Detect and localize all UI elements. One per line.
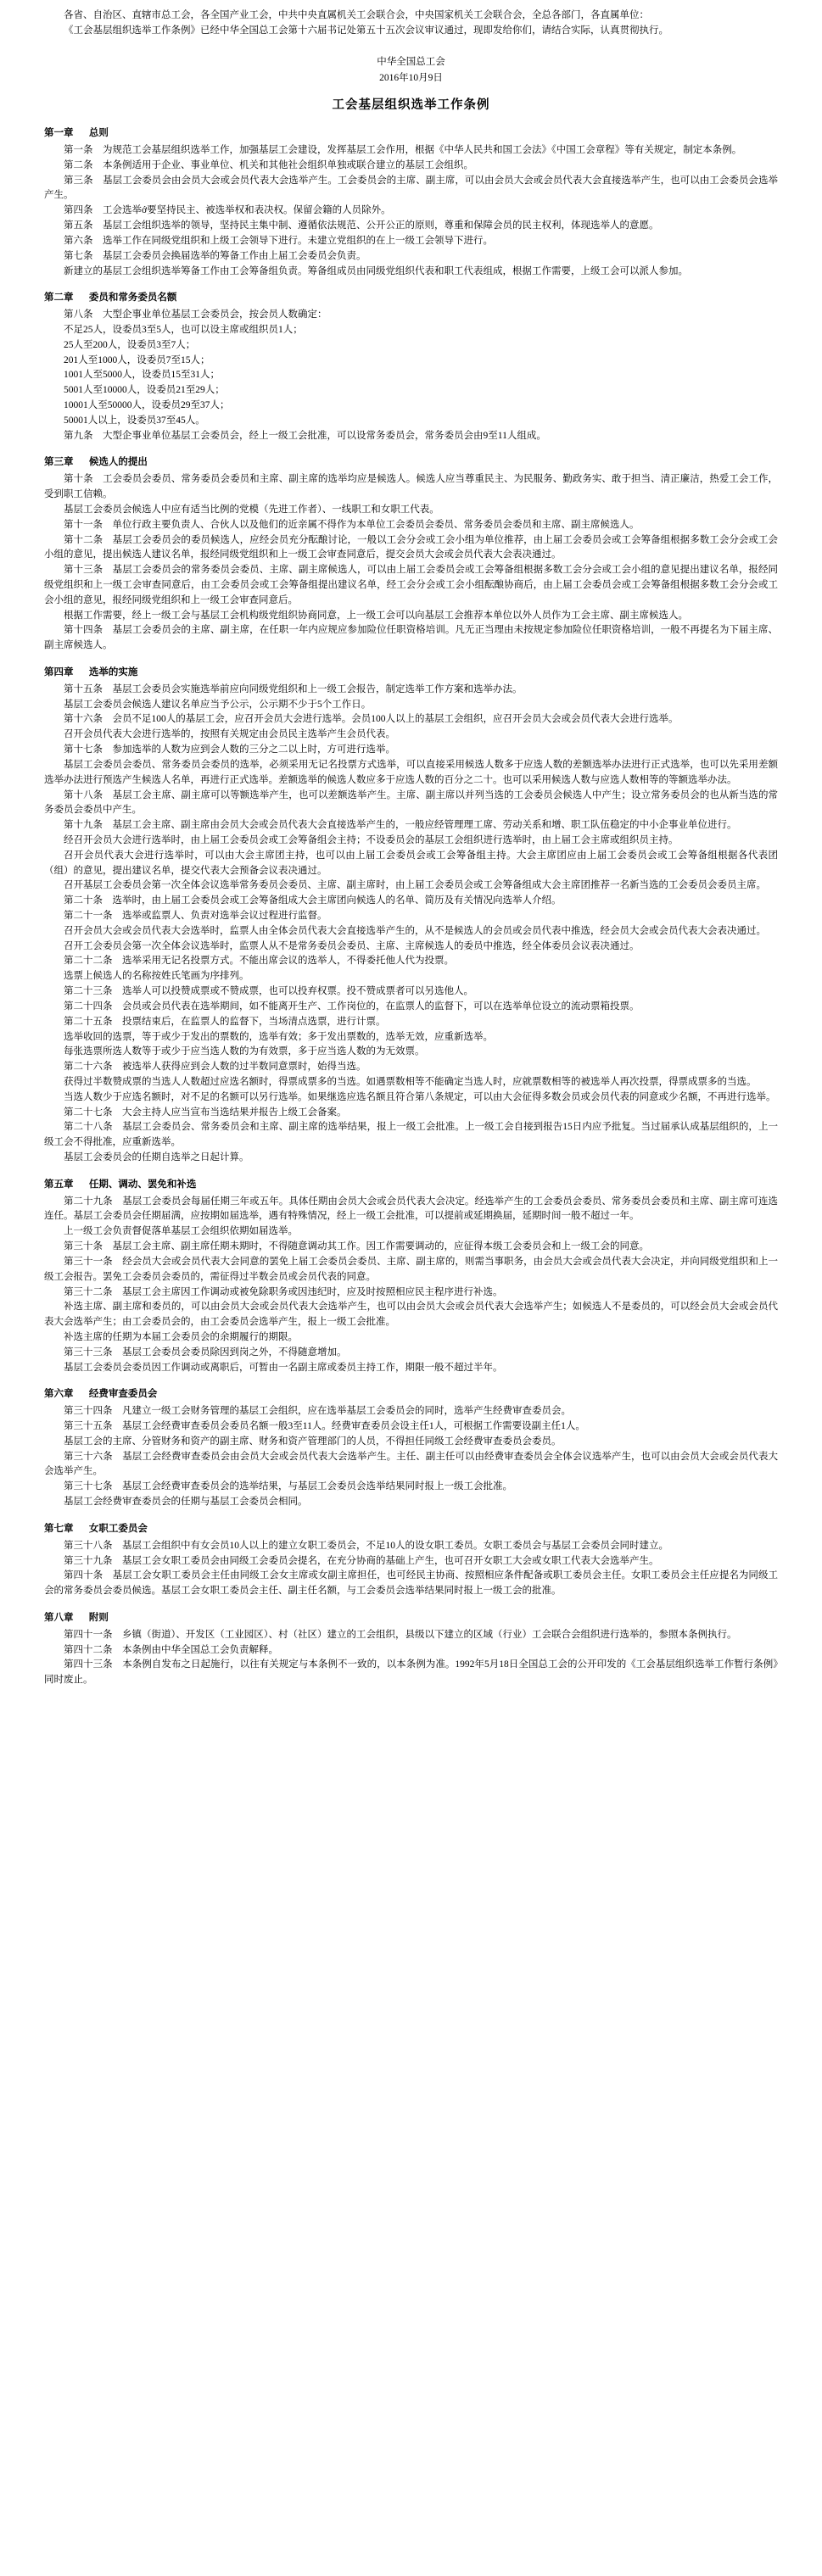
paragraph: 基层工会委员会候选人中应有适当比例的党模（先进工作者）、一线职工和女职工代表。 xyxy=(64,504,439,515)
chapter-name: 选举的实施 xyxy=(88,667,138,677)
chapter-number: 第六章 xyxy=(44,1389,74,1400)
article-paragraph: 第四条 工会选举ớ要坚持民主、被选举权和表决权。保留会籍的人员除外。 xyxy=(64,205,391,216)
article-paragraph: 第十九条 基层工会主席、副主席由会员大会或会员代表大会直接选举产生的，一般应经管理理工席、劳动关系和增、职工队伍稳定的中小企事业单位进行。 xyxy=(64,820,737,831)
article-paragraph: 第九条 大型企事业单位基层工会委员会，经上一级工会批准，可以设常务委员会，常务委员会由9至11人组成。 xyxy=(64,430,546,441)
article-paragraph: 第四十二条 本条例由中华全国总工会负责解释。 xyxy=(64,1644,278,1655)
chapter-number: 第二章 xyxy=(44,293,74,304)
page-title: 工会基层组织选举工作条例 xyxy=(332,98,490,112)
article-paragraph: 第二十三条 选举人可以投赞成票或不赞成票，也可以投弃权票。投不赞成票者可以另选他人。 xyxy=(64,986,473,997)
paragraph: 选票上候选人的名称按姓氏笔画为序排列。 xyxy=(64,971,249,982)
chapter-number: 第七章 xyxy=(44,1523,74,1534)
chapter-number: 第一章 xyxy=(44,128,74,139)
paragraph: 基层工会委员会的任期自选举之日起计算。 xyxy=(64,1152,249,1163)
paragraph: 获得过半数赞成票的当选人人数超过应选名额时，得票成票多的当选。如遇票数相等不能确定当选人时，应就票数相等的被选举人再次投票，得票成票多的当选。 xyxy=(64,1076,757,1087)
list-line: 50001人以上，设委员37至45人。 xyxy=(64,415,205,426)
article-paragraph: 第十七条 参加选举的人数为应到会人数的三分之二以上时，方可进行选举。 xyxy=(64,744,395,756)
paragraph: 每张选票所选人数等于或少于应当选人数的为有效票，多于应当选人数的为无效票。 xyxy=(64,1046,425,1057)
article-paragraph: 第三十三条 基层工会委员会委员除因到岗之外，不得随意增加。 xyxy=(64,1347,347,1358)
chapter-heading xyxy=(44,126,778,142)
article-paragraph: 第二十一条 选举或监票人、负责对选举会议过程进行监督。 xyxy=(64,911,327,921)
article-paragraph: 第二十六条 被选举人获得应到会人数的过半数同意票时，始得当选。 xyxy=(64,1062,366,1073)
preamble-block xyxy=(44,8,778,39)
list-line: 5001人至10000人，设委员21至29人； xyxy=(64,385,225,396)
chapter-heading xyxy=(44,1387,778,1402)
article-paragraph: 第十八条 基层工会主席、副主席可以等额选举产生，也可以差额选举产生。主席、副主席以并列当选的工会委员会候选人中产生；设立常务委员会的也从新当选的常务委员会委员中产生。 xyxy=(44,789,778,816)
article-paragraph: 第三十四条 凡建立一级工会财务管理的基层工会组织，应在选举基层工会委员会的同时，选举产生经费审查委员会。 xyxy=(64,1406,571,1417)
chapter-name: 附则 xyxy=(88,1612,109,1623)
paragraph: 补选主席的任期为本届工会委员会的余期履行的期限。 xyxy=(64,1331,298,1342)
issuing-date: 2016年10月9日 xyxy=(379,73,443,84)
article-paragraph: 第三十条 基层工会主席、副主席任期未期时，不得随意调动其工作。因工作需要调动的，应征得本级工会委员会和上一级工会的同意。 xyxy=(64,1241,649,1252)
paragraph: 召开会员代表大会进行选举的，按照有关规定由会员民主选举产生会员代表。 xyxy=(64,729,395,740)
paragraph: 基层工会经费审查委员会的任期与基层工会委员会相同。 xyxy=(64,1497,308,1508)
chapter-heading xyxy=(44,1178,778,1193)
paragraph: 选举收回的选票，等于或少于发出的票数的，选举有效；多于发出票数的，选举无效，应重新选举。 xyxy=(64,1031,493,1042)
paragraph: 基层工会委员会委员、常务委员会委员的选举，必须采用无记名投票方式选举，可以直接采用候选人数多于应选人数的差额选举办法进行正式选举，也可以先采用差额选举办法进行预选产生候选人名单，再进行正式选举。差额选举的候选人数应多于应选人数的百分之二十。也可以采用候选人数与应选人数相等的等额选举办法。 xyxy=(44,759,778,785)
list-line: 10001人至50000人，设委员29至37人； xyxy=(64,400,230,410)
chapter-name: 委员和常务委员名额 xyxy=(88,293,177,304)
list-line: 25人至200人，设委员3至7人； xyxy=(64,339,196,350)
article-paragraph: 第三十七条 基层工会经费审查委员会的选举结果，与基层工会委员会选举结果同时报上一级工会批准。 xyxy=(64,1481,512,1492)
article-paragraph: 第三十五条 基层工会经费审查委员会委员名额一般3至11人。经费审查委员会设主任1人，可根据工作需要设副主任1人。 xyxy=(64,1421,585,1431)
paragraph: 基层工会委员会委员因工作调动或离职后，可暂由一名副主席或委员主持工作，期限一般不超过半年。 xyxy=(64,1362,503,1373)
article-paragraph: 第二十八条 基层工会委员会、常务委员会和主席、副主席的选举结果，报上一级工会批准。上一级工会自接到报告15日内应予批复。当过届承认成基层组织的，上一级工会不得批准，应重新选举。 xyxy=(44,1122,778,1148)
paragraph: 召开工会委员会第一次全体会议选举时，监票人从不是常务委员会委员、主席、主席候选人的委员中推选，经全体委员会议表决通过。 xyxy=(64,940,640,951)
article-paragraph: 第十六条 会员不足100人的基层工会，应召开会员大会进行选举。会员100人以上的基层工会组织，应召开会员大会或会员代表大会进行选举。 xyxy=(64,714,679,725)
chapter-number: 第三章 xyxy=(44,457,74,468)
list-line: 1001人至5000人，设委员15至31人； xyxy=(64,370,220,381)
article-paragraph: 第二十九条 基层工会委员会每届任期三年或五年。具体任期由会员大会或会员代表大会决定。经选举产生的工会委员会委员、常务委员会委员和主席、副主席可连选连任。基层工会委员会任期届满，应按期如届选举，遇有特殊情况，经上一级工会批准，可以提前或延期换届，延期时间一般不超过一年。 xyxy=(44,1196,778,1222)
article-paragraph: 第二十四条 会员或会员代表在选举期间，如不能离开生产、工作岗位的，在监票人的监督下，可以在选举单位设立的流动票箱投票。 xyxy=(64,1001,640,1012)
paragraph: 召开基层工会委员会第一次全体会议选举常务委员会委员、主席、副主席时，由上届工会委员会或工会筹备组成大会主席团推荐一名新当选的工会委员会委员主席。 xyxy=(64,880,766,891)
chapter-name: 女职工委员会 xyxy=(88,1523,148,1534)
article-paragraph: 第十条 工会委员会委员、常务委员会委员和主席、副主席的选举均应是候选人。候选人应当尊重民主、为民服务、勤政务实、敢于担当、清正廉洁，热爱工会工作，受到职工信赖。 xyxy=(44,474,778,500)
chapter-heading xyxy=(44,1522,778,1537)
article-paragraph: 第四十三条 本条例自发布之日起施行，以往有关规定与本条例不一致的，以本条例为准。1992年5月18日全国总工会的公开印发的《工会基层组织选举工作暂行条例》同时废止。 xyxy=(44,1659,778,1686)
paragraph: 基层工会委员会候选人建议名单应当予公示，公示期不少于5个工作日。 xyxy=(64,699,372,710)
preamble-line: 各省、自治区、直辖市总工会，各全国产业工会，中共中央直属机关工会联合会，中央国家机关工会联合会，全总各部门，各直属单位： xyxy=(64,10,649,20)
document-body xyxy=(44,126,778,1688)
article-paragraph: 第五条 基层工会组织选举的领导，坚持民主集中制、遵循依法规范、公开公正的原则，尊重和保障会员的民主权利，体现选举人的意愿。 xyxy=(64,220,659,231)
paragraph: 当选人数少于应选名额时，对不足的名额可以另行选举。如果继选应选名额且符合第八条规定，可以由大会征得多数会员或会员代表的同意或少名额，不再进行选举。 xyxy=(64,1091,776,1102)
preamble-line: 《工会基层组织选举工作条例》已经中华全国总工会第十六届书记处第五十五次会议审议通过，现即发给你们，请结合实际，认真贯彻执行。 xyxy=(64,25,668,36)
chapter-name: 任期、调动、罢免和补选 xyxy=(88,1179,197,1190)
article-paragraph: 第八条 大型企事业单位基层工会委员会，按会员人数确定： xyxy=(64,309,327,321)
chapter-number: 第四章 xyxy=(44,667,74,677)
article-paragraph: 第二十七条 大会主持人应当宣布当选结果并报告上级工会备案。 xyxy=(64,1107,347,1118)
paragraph: 根据工作需要，经上一级工会与基层工会机构级党组织协商同意，上一级工会可以向基层工会推荐本单位以外人员作为工会主席、副主席候选人。 xyxy=(64,610,688,621)
chapter-heading xyxy=(44,1611,778,1626)
article-paragraph: 第二十五条 投票结束后，在监票人的监督下，当场清点选票，进行计票。 xyxy=(64,1016,386,1027)
article-paragraph: 第十二条 基层工会委员会的委员候选人，应经会员充分酝酿讨论，一般以工会分会或工会小组为单位推荐，由上届工会委员会或工会筹备组根据多数工会分会或工会小组的意见，提出候选人建议名单，报经同级党组织和上一级工会审查同意后，提交会员大会或会员代表大会表决通过。 xyxy=(44,534,778,560)
article-paragraph: 第三十六条 基层工会经费审查委员会由会员大会或会员代表大会选举产生。主任、副主任可以由经费审查委员会全体会议选举产生，也可以由会员大会或会员代表大会选举产生。 xyxy=(44,1451,778,1477)
article-paragraph: 第三十一条 经会员大会或会员代表大会同意的罢免上届工会委员会委员、主席、副主席的，则需当事职务，由会员大会或会员代表大会决定，并向同级党组织和上一级工会报告。罢免工会委员会委员的，需征得过半数会员或会员代表的同意。 xyxy=(44,1256,778,1282)
paragraph: 基层工会的主席、分管财务和资产的副主席、财务和资产管理部门的人员，不得担任同级工会经费审查委员会委员。 xyxy=(64,1436,562,1447)
article-paragraph: 第四十条 基层工会女职工委员会主任由同级工会女主席或女副主席担任，也可经民主协商、按照相应条件配备或职工委员会主任。女职工委员会主任应提名为同级工会的常务委员会委员候选。基层工会女职工委员会主任、副主任名额，与工会委员会选举结果同时报上一级工会的批准。 xyxy=(44,1570,778,1597)
article-paragraph: 第六条 选举工作在同级党组织和上级工会领导下进行。未建立党组织的在上一级工会领导下进行。 xyxy=(64,235,493,246)
article-paragraph: 第十三条 基层工会委员会的常务委员会委员、主席、副主席候选人，可以由上届工会委员会或工会筹备组根据多数工会分会或工会小组的意见提出建议名单，报经同级党组织和上一级工会审查同意后，由工会委员会或工会筹备组提出建议名单，经工会分会或工会小组酝酿协商后，由上届工会委员会或工会筹备组根据多数工会分会或工会小组的意见，报经同级党组织和上一级工会审查同意后。 xyxy=(44,565,778,605)
list-line: 不足25人，设委员3至5人，也可以设主席或组织员1人； xyxy=(64,324,303,335)
article-paragraph: 第一条 为规范工会基层组织选举工作，加强基层工会建设，发挥基层工会作用，根据《中华人民共和国工会法》《中国工会章程》等有关规定，制定本条例。 xyxy=(64,145,742,155)
chapter-name: 总则 xyxy=(88,128,109,139)
article-paragraph: 第十五条 基层工会委员会实施选举前应向同级党组织和上一级工会报告，制定选举工作方案和选举办法。 xyxy=(64,683,523,694)
chapter-heading xyxy=(44,455,778,471)
article-paragraph: 第二十条 选举时，由上届工会委员会或工会筹备组成大会主席团向候选人的名单、简历及有关情况向选举人介绍。 xyxy=(64,895,562,906)
article-paragraph: 第二条 本条例适用于企业、事业单位、机关和其他社会组织单独或联合建立的基层工会组织。 xyxy=(64,159,473,170)
chapter-name: 经费审查委员会 xyxy=(88,1389,158,1400)
chapter-heading xyxy=(44,666,778,681)
article-paragraph: 第十一条 单位行政主要负责人、合伙人以及他们的近亲属不得作为本单位工会委员会委员、常务委员会委员和主席、副主席候选人。 xyxy=(64,519,640,530)
chapter-name: 候选人的提出 xyxy=(88,457,148,468)
chapter-number: 第八章 xyxy=(44,1612,74,1623)
article-paragraph: 第三十九条 基层工会女职工委员会由同级工会委员会提名，在充分协商的基础上产生，也可召开女职工大会或女职工代表大会选举产生。 xyxy=(64,1555,659,1566)
article-paragraph: 第二十二条 选举采用无记名投票方式。不能出席会议的选举人，不得委托他人代为投票。 xyxy=(64,956,454,967)
issuing-org-name: 中华全国总工会 xyxy=(377,56,445,67)
paragraph: 经召开会员大会进行选举时，由上届工会委员会或工会筹备组会主持；不设委员会的基层工会组织进行选举时，由上届工会主席或组织员主持。 xyxy=(64,834,679,845)
chapter-number: 第五章 xyxy=(44,1179,74,1190)
article-paragraph: 第三条 基层工会委员会由会员大会或会员代表大会选举产生。工会委员会的主席、副主席，可以由会员大会或会员代表大会直接选举产生，也可以由工会委员会选举产生。 xyxy=(44,175,778,201)
article-paragraph: 第三十八条 基层工会组织中有女会员10人以上的建立女职工委员会，不足10人的设女职工委员。女职工委员会与基层工会委员会同时建立。 xyxy=(64,1540,668,1551)
list-line: 201人至1000人，设委员7至15人； xyxy=(64,354,210,365)
issuing-org-block xyxy=(44,54,778,87)
article-paragraph: 第七条 基层工会委员会换届选举的筹备工作由上届工会委员会负责。 xyxy=(64,250,366,261)
paragraph: 上一级工会负责督促落单基层工会组织依期如届选举。 xyxy=(64,1226,298,1237)
paragraph: 召开会员大会或会员代表大会选举时，监票人由全体会员代表大会直接选举产生的，从不是候选人的会员或会员代表中推选，经会员大会或会员代表大会表决通过。 xyxy=(64,925,766,936)
paragraph: 召开会员代表大会进行选举时，可以由大会主席团主持，也可以由上届工会委员会或工会筹备组主持。大会主席团应由上届工会委员会或工会筹备组根据各代表团（组）的意见，提出建议名单，提交代表大会预备会议表决通过。 xyxy=(44,850,778,876)
paragraph: 补选主席、副主席和委员的，可以由会员大会或会员代表大会选举产生，也可以由会员大会或会员代表大会选举产生；如候选人不是委员的，可以经会员大会或会员代表大会选举产生；由工会委员会的，由工会委员会选举产生，报上一级工会批准。 xyxy=(44,1302,778,1328)
article-paragraph: 第三十二条 基层工会主席因工作调动或被免除职务或因违纪时，应及时按照相应民主程序进行补选。 xyxy=(64,1286,503,1297)
article-paragraph: 第四十一条 乡镇（街道）、开发区（工业园区）、村（社区）建立的工会组织，县级以下建立的区域（行业）工会联合会组织进行选举的，参照本条例执行。 xyxy=(64,1629,737,1640)
chapter-heading xyxy=(44,291,778,306)
paragraph: 新建立的基层工会组织选举筹备工作由工会筹备组负责。筹备组成员由同级党组织代表和职工代表组成，根据工作需要，上级工会可以派人参加。 xyxy=(64,265,688,276)
article-paragraph: 第十四条 基层工会委员会的主席、副主席，在任职一年内应规应参加险位任职资格培训。凡无正当理由未按规定参加险位任职资格培训，一般不再提名为下届主席、副主席候选人。 xyxy=(44,625,778,651)
